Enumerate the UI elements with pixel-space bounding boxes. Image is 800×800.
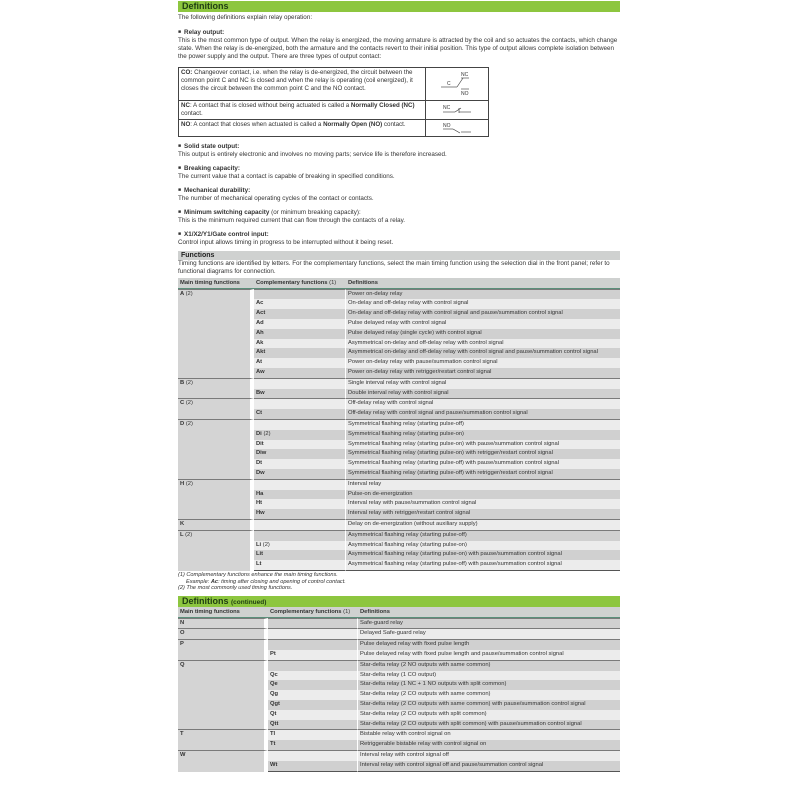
contact-row-no — [179, 119, 489, 136]
table-row — [178, 398, 620, 409]
contact-row-nc — [179, 101, 489, 120]
definition-cell: Interval relay with control signal off — [358, 750, 620, 761]
section-title-text: Mechanical durability: — [184, 186, 251, 194]
definition-cell: Power on-delay relay with retrigger/restart control signal — [346, 368, 620, 378]
definition-cell: Symmetrical flashing relay (starting pulse-off) — [346, 419, 620, 430]
complementary-function-cell — [268, 729, 358, 740]
contact-tail: contact. — [382, 120, 406, 128]
definition-cell: Double interval relay with control signal — [346, 389, 620, 399]
main-function-code: C — [180, 400, 185, 407]
main-function-cell — [178, 750, 268, 772]
main-function-code: P — [180, 641, 184, 648]
complementary-function-cell — [268, 628, 358, 639]
definition-cell: Bistable relay with control signal on — [358, 729, 620, 740]
definition-cell: Star-delta relay (1 CO output) — [358, 671, 620, 681]
section-title-text: Solid state output: — [184, 142, 240, 150]
contact-code: NO — [181, 120, 191, 128]
complementary-function-cell — [254, 319, 346, 329]
svg-text:NC: NC — [443, 104, 451, 111]
complementary-function-cell — [254, 389, 346, 399]
complementary-function-code: Dw — [256, 469, 265, 476]
table-row — [178, 729, 620, 740]
contact-code: NC — [181, 102, 190, 109]
complementary-function-cell — [268, 680, 358, 690]
main-function-note: (2) — [185, 290, 193, 297]
complementary-function-code: Aw — [256, 368, 265, 375]
complementary-function-cell — [254, 479, 346, 490]
nc-contact-icon — [426, 101, 489, 120]
definition-cell: Star-delta relay (2 CO outputs with split common) with pause/summation control signal — [358, 720, 620, 730]
main-function-code: T — [180, 731, 184, 738]
table-row — [178, 289, 620, 300]
complementary-function-cell — [254, 449, 346, 459]
table-row — [178, 378, 620, 389]
complementary-function-code: Ha — [256, 490, 264, 497]
complementary-function-cell — [268, 710, 358, 720]
complementary-function-cell — [254, 299, 346, 309]
section-body: This output is entirely electronic and involves no moving parts; service life is therefore increased. — [178, 150, 447, 158]
complementary-function-cell — [254, 398, 346, 409]
complementary-function-code: Pt — [270, 651, 276, 658]
main-function-cell — [178, 660, 268, 730]
complementary-function-code: Ht — [256, 500, 263, 507]
main-function-note: (2) — [185, 420, 193, 427]
definition-cell: Star-delta relay (2 CO outputs with split common) — [358, 710, 620, 720]
complementary-function-cell — [268, 660, 358, 671]
continued-title: Definitions — [182, 595, 229, 606]
complementary-function-code: Ak — [256, 339, 264, 346]
complementary-function-cell — [254, 378, 346, 389]
table-row — [178, 419, 620, 430]
section-title-text: Breaking capacity: — [184, 164, 241, 172]
main-function-cell — [178, 628, 268, 639]
complementary-function-cell — [254, 499, 346, 509]
contact-code: CO: — [181, 69, 193, 76]
col-comp-note: (1) — [329, 279, 337, 286]
functions-header — [178, 251, 620, 260]
section-body: The current value that a contact is capable of breaking in specified conditions. — [178, 172, 395, 180]
definition-cell: Star-delta relay (2 NO outputs with same common) — [358, 660, 620, 671]
section-body: The number of mechanical operating cycles of the contact or contacts. — [178, 194, 374, 202]
complementary-function-note: (2) — [262, 541, 270, 548]
contact-desc — [179, 68, 426, 101]
main-function-code: D — [180, 420, 185, 427]
definition-cell: Power on-delay relay — [346, 289, 620, 300]
definition-cell: Single interval relay with control signal — [346, 378, 620, 389]
contact-desc — [179, 119, 426, 136]
functions-continued-table — [178, 607, 620, 772]
definition-cell: Symmetrical flashing relay (starting pulse-on) with pause/summation control signal — [346, 440, 620, 450]
table-row — [178, 660, 620, 671]
svg-text:NO: NO — [461, 91, 469, 97]
table-row — [178, 618, 620, 629]
main-function-code: K — [180, 520, 185, 527]
contact-desc — [179, 101, 426, 120]
complementary-function-cell — [254, 289, 346, 300]
col-comp — [268, 607, 358, 618]
complementary-function-cell — [254, 309, 346, 319]
complementary-function-code: Ah — [256, 329, 264, 336]
complementary-function-cell — [268, 720, 358, 730]
complementary-function-code: Qe — [270, 681, 278, 688]
complementary-function-cell — [254, 409, 346, 419]
col-def-label: Definitions — [348, 279, 378, 286]
complementary-function-code: Lit — [256, 551, 264, 558]
main-function-note: (2) — [185, 480, 193, 487]
definition-cell: Interval relay — [346, 479, 620, 490]
col-def — [346, 278, 620, 289]
complementary-function-cell — [268, 690, 358, 700]
section-title-extra: (or minimum breaking capacity): — [269, 208, 361, 216]
definition-cell: Pulse delayed relay with fixed pulse length and pause/summation control signal — [358, 650, 620, 660]
main-function-cell — [178, 378, 254, 399]
complementary-function-cell — [268, 750, 358, 761]
section-title — [178, 164, 620, 173]
complementary-function-cell — [254, 530, 346, 541]
complementary-function-cell — [268, 740, 358, 750]
definition-cell: Delay on de-energization (without auxiliary supply) — [346, 519, 620, 530]
complementary-function-code: Qc — [270, 671, 278, 678]
main-function-cell — [178, 519, 254, 530]
definition-cell: Interval relay with retrigger/restart control signal — [346, 509, 620, 519]
definition-cell: Star-delta relay (1 NC + 1 NO outputs with split common) — [358, 680, 620, 690]
complementary-function-cell — [254, 440, 346, 450]
main-function-code: N — [180, 619, 185, 626]
complementary-function-code: At — [256, 359, 263, 366]
functions-table — [178, 278, 620, 571]
section-title — [178, 208, 620, 217]
complementary-function-code: Tl — [270, 731, 276, 738]
complementary-function-cell — [254, 430, 346, 440]
main-function-code: W — [180, 752, 186, 759]
definition-cell: Pulse delayed relay (single cycle) with control signal — [346, 329, 620, 339]
example-label: Example: — [186, 578, 211, 585]
col-comp-note: (1) — [343, 608, 351, 615]
definition-cell: Interval relay with control signal off and pause/summation control signal — [358, 761, 620, 772]
functions-title: Functions — [181, 251, 215, 259]
complementary-function-code: Ad — [256, 319, 264, 326]
complementary-function-cell — [268, 650, 358, 660]
complementary-function-code: Hw — [256, 510, 265, 517]
main-function-code: A — [180, 290, 184, 297]
main-function-cell — [178, 618, 268, 629]
main-function-code: L — [180, 531, 184, 538]
footnote-1: (1) Complementary functions enhance the main timing functions. — [178, 571, 338, 578]
main-function-cell — [178, 419, 254, 479]
complementary-function-cell — [268, 618, 358, 629]
definitions-header — [178, 1, 620, 12]
col-main — [178, 278, 254, 289]
complementary-function-code: Qtt — [270, 720, 279, 727]
main-function-cell — [178, 289, 254, 378]
main-function-cell — [178, 530, 254, 571]
main-function-note: (2) — [185, 379, 193, 386]
col-main — [178, 607, 268, 618]
definition-cell: Asymmetrical flashing relay (starting pulse-on) with pause/summation control signal — [346, 550, 620, 560]
footnote-2: (2) The most commonly used timing functions. — [178, 585, 293, 592]
table-row — [178, 519, 620, 530]
col-def — [358, 607, 620, 618]
complementary-function-cell — [254, 348, 346, 358]
table-header-row — [178, 278, 620, 289]
svg-text:C: C — [447, 81, 451, 87]
definition-cell: Power on-delay relay with pause/summation control signal — [346, 358, 620, 368]
definition-cell: Symmetrical flashing relay (starting pulse-on) with retrigger/restart control signal — [346, 449, 620, 459]
definition-cell: Asymmetrical on-delay and off-delay relay with control signal — [346, 339, 620, 349]
definition-cell: Symmetrical flashing relay (starting pulse-off) with pause/summation control signal — [346, 459, 620, 469]
footnote-example — [178, 579, 620, 586]
col-comp-label: Complementary functions — [270, 608, 342, 615]
complementary-function-cell — [254, 509, 346, 519]
definition-cell: On-delay and off-delay relay with control signal — [346, 299, 620, 309]
main-function-code: O — [180, 630, 185, 637]
complementary-function-cell — [254, 459, 346, 469]
definition-cell: Retriggerable bistable relay with control signal on — [358, 740, 620, 750]
table-header-row — [178, 607, 620, 618]
definition-cell: Delayed Safe-guard relay — [358, 628, 620, 639]
complementary-function-cell — [268, 639, 358, 650]
section-title-text: Minimum switching capacity — [184, 208, 270, 216]
complementary-function-code: Ac — [256, 300, 264, 307]
definition-cell: Pulse-on de-energization — [346, 490, 620, 500]
complementary-function-cell — [268, 761, 358, 772]
definition-cell: Off-delay relay with control signal — [346, 398, 620, 409]
complementary-function-code: Dt — [256, 460, 263, 467]
table-row — [178, 479, 620, 490]
relay-output-title: ■ Relay output: — [178, 28, 620, 37]
complementary-function-code: Tt — [270, 741, 276, 748]
definition-cell: Pulse delayed relay with control signal — [346, 319, 620, 329]
complementary-function-cell — [254, 419, 346, 430]
contact-text: : A contact that closes when actuated is called a — [190, 120, 324, 128]
example-text: : timing after closing and opening of control contact. — [218, 578, 346, 585]
definition-cell: Asymmetrical flashing relay (starting pulse-on) — [346, 541, 620, 551]
complementary-function-cell — [254, 358, 346, 368]
complementary-function-code: Diw — [256, 450, 267, 457]
complementary-function-cell — [254, 368, 346, 378]
main-function-cell — [178, 479, 254, 519]
col-def-label: Definitions — [360, 608, 390, 615]
co-contact-icon — [426, 68, 489, 101]
complementary-function-code: Ct — [256, 410, 263, 417]
complementary-function-code: Act — [256, 310, 266, 317]
definition-cell: Symmetrical flashing relay (starting pulse-on) — [346, 430, 620, 440]
complementary-function-code: Dit — [256, 440, 264, 447]
table-row — [178, 750, 620, 761]
complementary-function-note: (2) — [263, 430, 271, 437]
definitions-continued-header — [178, 596, 620, 607]
complementary-function-cell — [254, 550, 346, 560]
definition-cell: Pulse delayed relay with fixed pulse length — [358, 639, 620, 650]
definition-sections — [178, 142, 620, 247]
continued-suffix: (continued) — [231, 598, 267, 606]
example-code: Ac — [210, 578, 219, 585]
complementary-function-code: Akt — [256, 349, 266, 356]
table-row — [178, 628, 620, 639]
complementary-function-code: Wt — [270, 761, 278, 768]
complementary-function-cell — [254, 519, 346, 530]
main-function-code: B — [180, 379, 185, 386]
contact-text: : A contact that is closed without being actuated is called a — [189, 102, 351, 109]
footnotes — [178, 572, 620, 592]
complementary-function-code: Qgt — [270, 701, 280, 708]
complementary-function-cell — [254, 339, 346, 349]
col-main-label: Main timing functions — [180, 279, 240, 286]
main-function-note: (2) — [185, 400, 193, 407]
main-function-code: Q — [180, 661, 185, 668]
table-row — [178, 530, 620, 541]
col-comp — [254, 278, 346, 289]
definition-cell: Asymmetrical on-delay and off-delay relay with control signal and pause/summation control signal — [346, 348, 620, 358]
main-function-cell — [178, 639, 268, 660]
definition-cell: Asymmetrical flashing relay (starting pulse-off) with pause/summation control signal — [346, 560, 620, 571]
section-body: Control input allows timing in progress to be interrupted without it being reset. — [178, 238, 394, 246]
section-title — [178, 142, 620, 151]
complementary-function-cell — [254, 329, 346, 339]
contact-text: Changeover contact, i.e. when the relay is de-energized, the circuit between the common point C and NC is closed and when the relay is operating (coil energized), it closes the circuit between the common point C and the NO contact. — [181, 69, 413, 92]
contact-row-co — [179, 68, 489, 101]
definition-cell: Star-delta relay (2 CO outputs with same common) with pause/summation control signal — [358, 700, 620, 710]
table-row — [178, 639, 620, 650]
document-page — [178, 1, 620, 772]
contact-bold: Normally Closed (NC) — [350, 102, 415, 109]
complementary-function-cell — [254, 560, 346, 571]
definition-cell: Interval relay with pause/summation control signal — [346, 499, 620, 509]
contact-bold: Normally Open (NO) — [323, 120, 383, 128]
relay-output-body: This is the most common type of output. When the relay is energized, the moving armature is attracted by the coil and so actuates the contacts, which change state. When the relay is de-energized, both the armature and the contacts revert to their initial position. This type of output allows complete isolation between the power supply and the output. There are three types of output contact: — [178, 37, 618, 60]
section-title — [178, 186, 620, 195]
complementary-function-code: Lt — [256, 561, 262, 568]
definitions-intro: The following definitions explain relay operation: — [178, 14, 313, 21]
definition-cell: Off-delay relay with control signal and pause/summation control signal — [346, 409, 620, 419]
complementary-function-cell — [254, 469, 346, 479]
complementary-function-cell — [268, 671, 358, 681]
section-title-text: X1/X2/Y1/Gate control input: — [184, 230, 269, 238]
col-main-label: Main timing functions — [180, 608, 240, 615]
complementary-function-cell — [268, 700, 358, 710]
contact-types-table — [178, 67, 489, 137]
nc-label: NC — [461, 72, 469, 78]
definition-cell: Asymmetrical flashing relay (starting pulse-off) — [346, 530, 620, 541]
complementary-function-code: Di — [256, 430, 262, 437]
definition-cell: Symmetrical flashing relay (starting pulse-off) with retrigger/restart control signal — [346, 469, 620, 479]
no-contact-icon — [426, 119, 489, 136]
functions-intro: Timing functions are identified by letters. For the complementary functions, select the main timing function using the selection dial in the front panel; refer to functional diagrams for connection. — [178, 259, 610, 275]
main-function-cell — [178, 729, 268, 750]
section-title — [178, 230, 620, 239]
complementary-function-code: Qg — [270, 691, 279, 698]
complementary-function-code: Li — [256, 541, 262, 548]
definitions-title: Definitions — [182, 1, 229, 11]
contact-tail: contact. — [181, 109, 203, 117]
complementary-function-code: Qt — [270, 710, 277, 717]
main-function-cell — [178, 398, 254, 419]
svg-text:NO: NO — [443, 122, 451, 129]
complementary-function-cell — [254, 541, 346, 551]
section-body: This is the minimum required current that can flow through the contacts of a relay. — [178, 216, 406, 224]
complementary-function-cell — [254, 490, 346, 500]
complementary-function-code: Bw — [256, 389, 265, 396]
definition-cell: Safe-guard relay — [358, 618, 620, 629]
definition-cell: On-delay and off-delay relay with control signal and pause/summation control signal — [346, 309, 620, 319]
col-comp-label: Complementary functions — [256, 279, 328, 286]
main-function-note: (2) — [185, 531, 193, 538]
definition-cell: Star-delta relay (2 CO outputs with same common) — [358, 690, 620, 700]
main-function-code: H — [180, 480, 185, 487]
